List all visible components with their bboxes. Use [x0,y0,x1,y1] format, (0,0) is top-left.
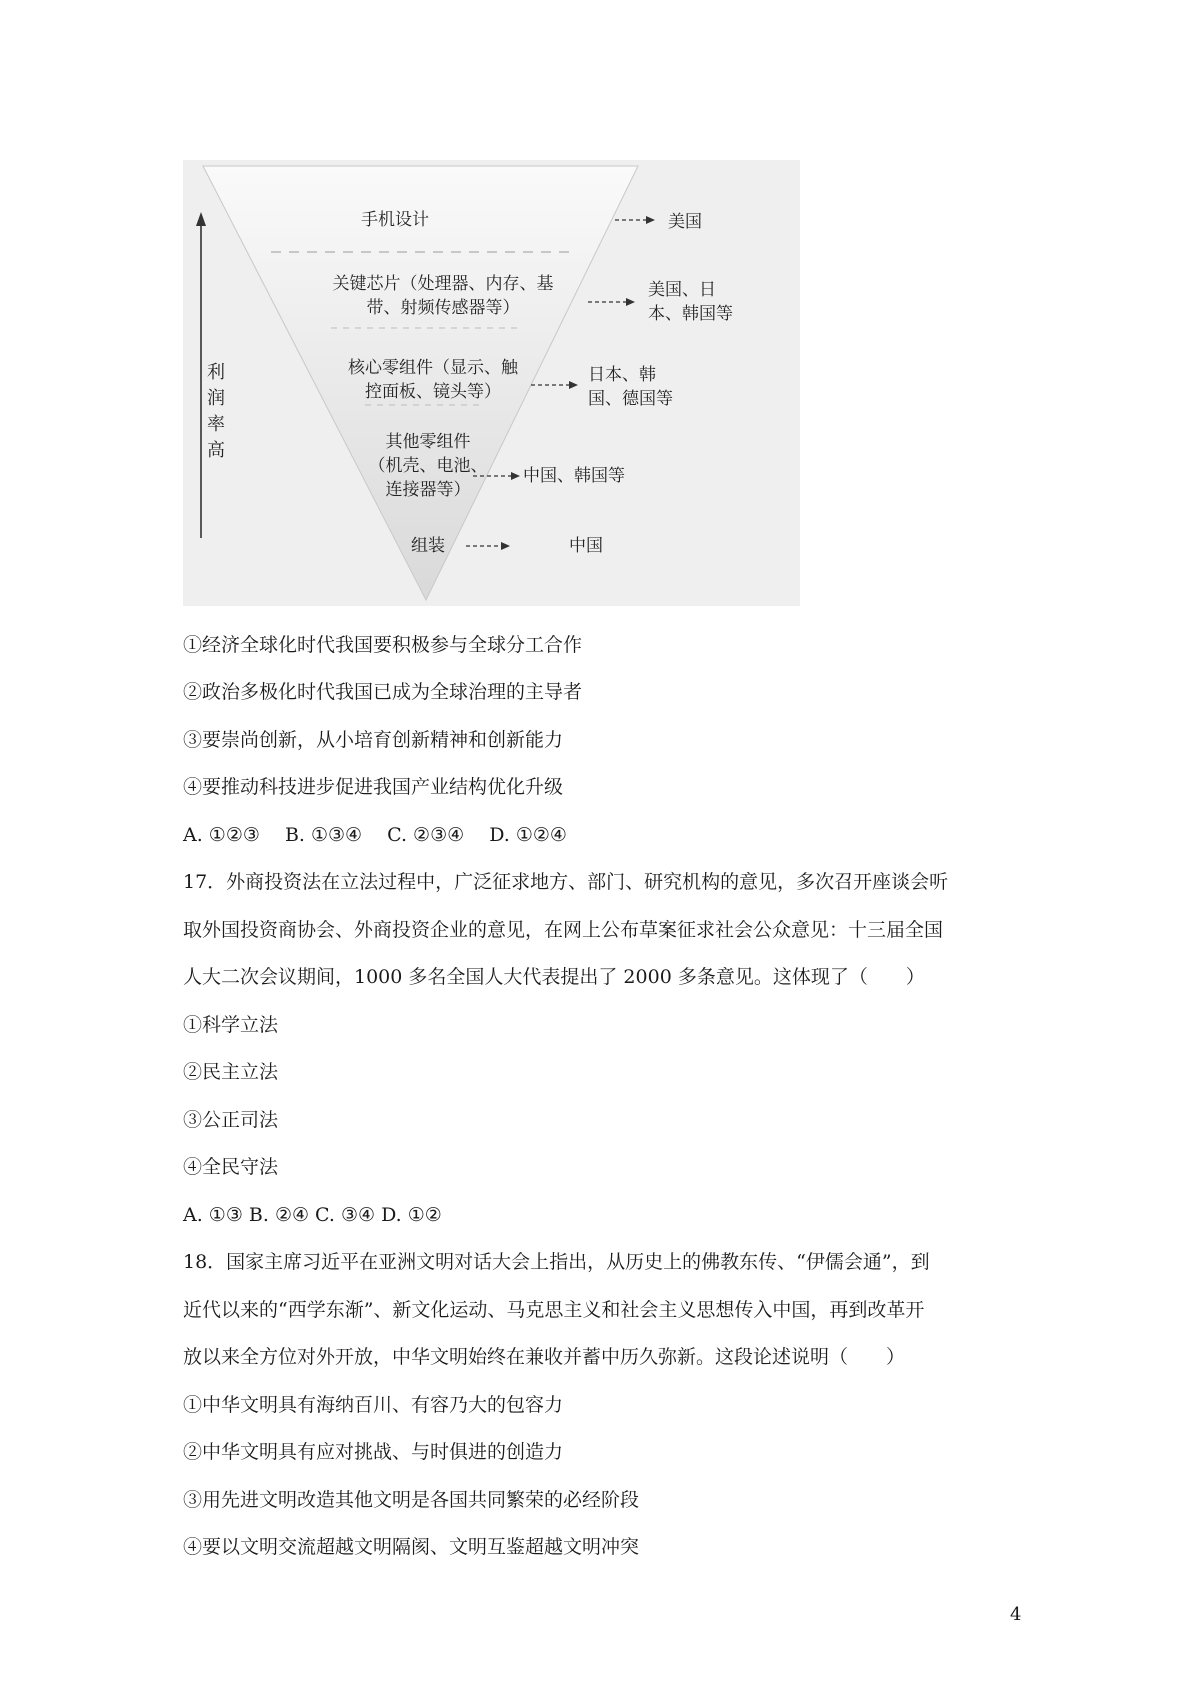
q16-option-4: ④要推动科技进步促进我国产业结构优化升级 [183,776,564,798]
q17-stem-line-2: 取外国投资商协会、外商投资企业的意见，在网上公布草案征求社会公众意见：十三届全国 [183,919,944,941]
destination-chips: 美国、日 本、韩国等 [648,280,733,324]
q17-stem-line-3: 人大二次会议期间，1000 多名全国人大代表提出了 2000 多条意见。这体现了（ ） [183,966,925,988]
flow-arrowhead [626,298,635,306]
q18-option-1: ①中华文明具有海纳百川、有容乃大的包容力 [183,1394,564,1416]
q18-stem-line-3: 放以来全方位对外开放，中华文明始终在兼收并蓄中历久弥新。这段论述说明（ ） [183,1346,906,1368]
q18-option-2: ②中华文明具有应对挑战、与时俱进的创造力 [183,1441,564,1463]
flow-arrowhead [569,381,578,389]
destination-other-components: 中国、韩国等 [523,466,625,486]
tier-label-assembly: 组装 [411,536,445,556]
destination-assembly: 中国 [569,536,603,556]
q18-stem-line-1: 18．国家主席习近平在亚洲文明对话大会上指出，从历史上的佛教东传、“伊儒会通”，到 [183,1251,930,1273]
q16-option-2: ②政治多极化时代我国已成为全球治理的主导者 [183,681,583,703]
profit-pyramid-figure [183,160,800,606]
flow-arrowhead [501,542,510,550]
flow-arrowhead [646,216,655,224]
q17-option-1: ①科学立法 [183,1014,279,1036]
page-number: 4 [1010,1604,1022,1625]
q16-choices: A. ①②③ B. ①③④ C. ②③④ D. ①②④ [183,824,567,846]
q16-option-3: ③要崇尚创新，从小培育创新精神和创新能力 [183,729,564,751]
tier-label-design: 手机设计 [361,210,429,230]
q17-choices: A. ①③ B. ②④ C. ③④ D. ①② [183,1204,442,1226]
q18-option-3: ③用先进文明改造其他文明是各国共同繁荣的必经阶段 [183,1489,640,1511]
flow-arrowhead [511,472,520,480]
q18-option-4: ④要以文明交流超越文明隔阂、文明互鉴超越文明冲突 [183,1536,640,1558]
destination-core-components: 日本、韩 国、德国等 [588,365,673,409]
profit-axis-label: 利润率高 [207,362,225,461]
q18-stem-line-2: 近代以来的“西学东渐”、新文化运动、马克思主义和社会主义思想传入中国，再到改革开 [183,1299,925,1321]
tier-label-other-components: 其他零组件 （机壳、电池、 连接器等） [368,432,488,500]
tier-label-core-components: 核心零组件（显示、触 控面板、镜头等） [348,358,518,402]
profit-axis-arrowhead [196,212,206,226]
destination-design: 美国 [668,212,702,232]
q17-stem-line-1: 17．外商投资法在立法过程中，广泛征求地方、部门、研究机构的意见，多次召开座谈会听 [183,871,949,893]
tier-label-chips: 关键芯片（处理器、内存、基 带、射频传感器等） [332,274,554,318]
q17-option-4: ④全民守法 [183,1156,279,1178]
q16-option-1: ①经济全球化时代我国要积极参与全球分工合作 [183,634,583,656]
q17-option-2: ②民主立法 [183,1061,279,1083]
q17-option-3: ③公正司法 [183,1109,279,1131]
